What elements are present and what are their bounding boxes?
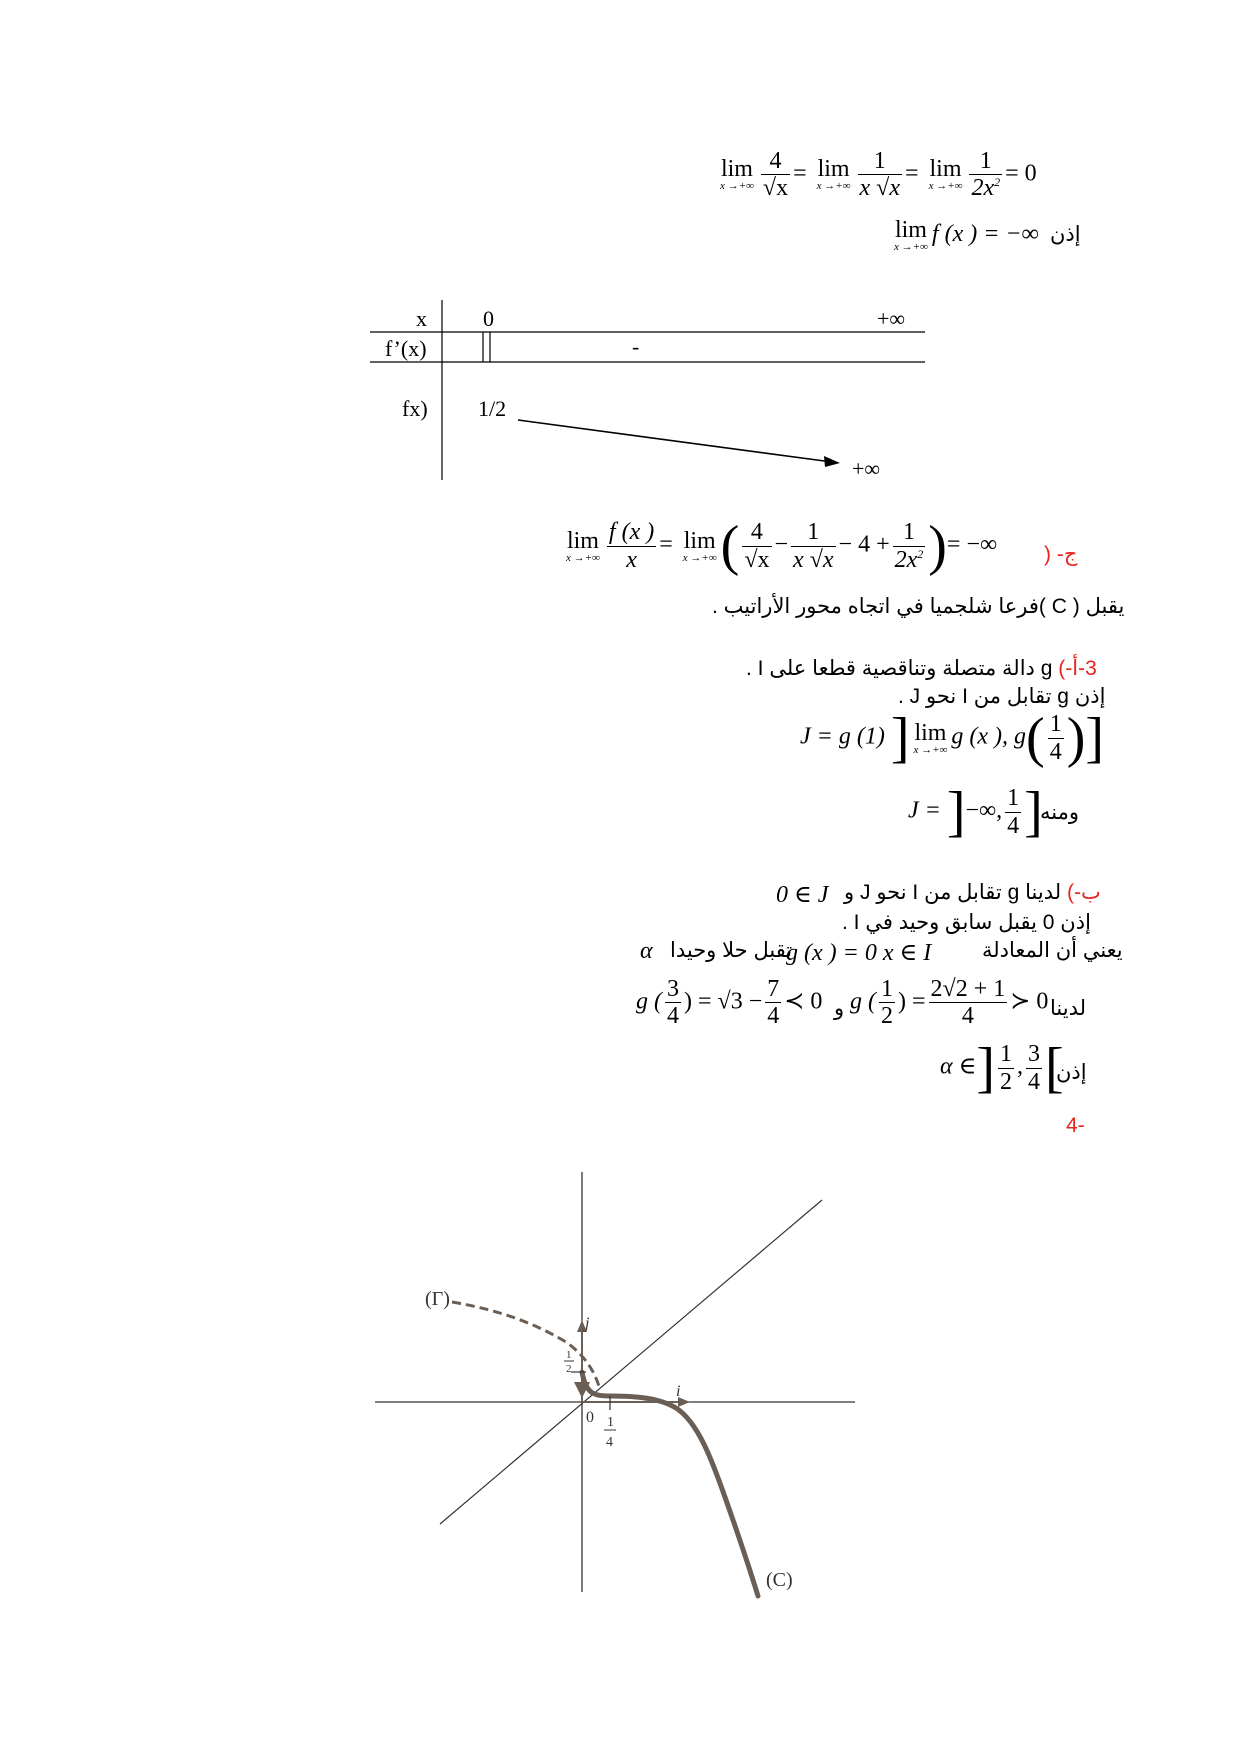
limit-equation-2: lim x →+∞ f (x ) = −∞ <box>894 217 1039 253</box>
part3b-line1: ب-) لدينا g تقابل من I نحو J و <box>844 881 1101 904</box>
J-definition: J = g (1) ] lim x →+∞ g (x ), g( $\frac{1}{4}$ )] <box>800 707 1105 769</box>
quarter-num: 1 <box>607 1415 614 1430</box>
branch-limit: lim x →+∞ $\frac{f (x )}{x}$ = lim x →+∞ ( $\frac{4}{√x}$ − $\frac{1}{x √x}$ − 4 + $\frac{1}{2x^2}$ )= −∞ <box>566 515 998 577</box>
hence-text: ومنه <box>1040 801 1079 824</box>
therefore-text: إذن <box>1050 223 1081 246</box>
origin-label: 0 <box>586 1409 594 1426</box>
part3a-line1: 3-أ-) g دالة متصلة وتناقصية قطعا على I . <box>746 657 1097 680</box>
function-graph <box>360 1160 880 1600</box>
equation-gx-zero: g (x ) = 0 x ∈ I <box>786 940 932 966</box>
half-den: 2 <box>566 1363 572 1375</box>
table-x-zero: 0 <box>483 306 494 331</box>
part4-label: -4 <box>1066 1114 1085 1137</box>
part3b-line2: إذن 0 يقبل سابق وحيد في I . <box>842 911 1091 934</box>
table-f-label: fx) <box>402 396 428 421</box>
j-label: j <box>585 1315 590 1332</box>
part-c-conclusion: يقبل ( C )فرعا شلجميا في اتجاه محور الأراتيب . <box>712 595 1125 618</box>
line-y-equals-x <box>440 1200 822 1524</box>
table-x-infinity: +∞ <box>877 306 906 331</box>
g-one-half: g ( $\frac{1}{2}$ ) = $\frac{2√2 + 1}{4}$ ≻ 0 <box>850 976 1049 1030</box>
variation-table <box>370 300 930 480</box>
unique-solution-text: تقبل حلا وحيدا <box>670 939 793 962</box>
table-f-start: 1/2 <box>478 396 507 421</box>
alpha-interval: α ∈] $\frac{1}{2}$ , $\frac{3}{4}$ [ <box>940 1037 1064 1099</box>
J-result: J = ]−∞, $\frac{1}{4}$ ] <box>908 781 1043 843</box>
curve-C <box>582 1372 758 1596</box>
limit-equation-1: lim x →+∞ $\frac{4}{√x}$ = lim x →+∞ $\frac{1}{x √x}$ = lim x →+∞ $\frac{1}{2x^2}$ = 0 <box>720 148 1037 202</box>
alpha-symbol: α <box>640 938 653 964</box>
table-fprime-label: f’(x) <box>385 336 427 361</box>
we-have-text: لدينا <box>1050 997 1087 1020</box>
half-num: 1 <box>566 1349 572 1361</box>
table-x-label: x <box>416 306 427 331</box>
part-c-label: ج- ( <box>1044 543 1078 566</box>
table-fprime-sign: - <box>632 334 640 359</box>
c-label: (C) <box>766 1569 793 1591</box>
g-three-quarters: g ( $\frac{3}{4}$ ) = √3 − $\frac{7}{4}$ ≺ 0 <box>636 976 823 1030</box>
curve-gamma <box>452 1302 600 1390</box>
i-label: i <box>676 1383 681 1400</box>
and-word: و <box>834 997 845 1020</box>
table-f-end: +∞ <box>852 456 881 481</box>
part3a-line2: إذن g تقابل من I نحو J . <box>898 685 1106 708</box>
zero-in-J: 0 ∈ J <box>776 882 829 908</box>
therefore-text-2: إذن <box>1056 1061 1087 1084</box>
quarter-den: 4 <box>606 1435 613 1450</box>
equation-intro-text: يعني أن المعادلة <box>982 939 1123 962</box>
gamma-label: (Γ) <box>425 1288 450 1310</box>
